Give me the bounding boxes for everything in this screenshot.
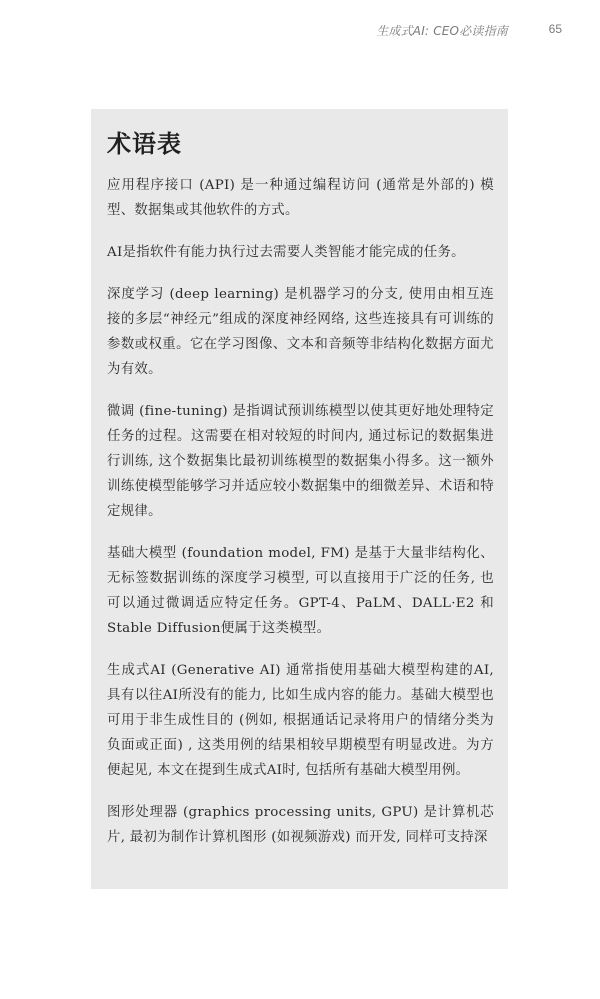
glossary-entry-deep-learning: 深度学习 (deep learning) 是机器学习的分支, 使用由相互连接的多层“神经元”组成的深度神经网络, 这些连接具有可训练的参数或权重。它在学习图像、文本和音频等非结构化数据方面尤为有效。: [107, 287, 494, 377]
glossary-panel: [91, 109, 508, 889]
glossary-entry-api: 应用程序接口 (API) 是一种通过编程访问 (通常是外部的) 模型、数据集或其他软件的方式。: [107, 178, 494, 218]
running-title: 生成式AI: CEO必读指南: [376, 24, 508, 38]
glossary-entry-foundation-model: 基础大模型 (foundation model, FM) 是基于大量非结构化、无标签数据训练的深度学习模型, 可以直接用于广泛的任务, 也可以通过微调适应特定任务。GPT-4、PaLM、DALL·E2 和 Stable Diffusion便属于这类模型。: [107, 546, 494, 636]
glossary-entry-fine-tuning: 微调 (fine-tuning) 是指调试预训练模型以使其更好地处理特定任务的过程。这需要在相对较短的时间内, 通过标记的数据集进行训练, 这个数据集比最初训练模型的数据集小得多。这一额外训练使模型能够学习并适应较小数据集中的细微差异、术语和特定规律。: [107, 404, 494, 519]
running-header: [0, 22, 600, 42]
glossary-entry-ai: AI是指软件有能力执行过去需要人类智能才能完成的任务。: [107, 245, 465, 260]
glossary-entry-gpu: 图形处理器 (graphics processing units, GPU) 是计算机芯片, 最初为制作计算机图形 (如视频游戏) 而开发, 同样可支持深: [107, 805, 494, 845]
glossary-heading: 术语表: [107, 129, 182, 158]
glossary-entry-generative-ai: 生成式AI (Generative AI) 通常指使用基础大模型构建的AI, 具有以往AI所没有的能力, 比如生成内容的能力。基础大模型也可用于非生成性目的 (例如, 根据通话记录将用户的情绪分类为负面或正面) , 这类用例的结果相较早期模型有明显改进。为方便起见, 本文在提到生成式AI时, 包括所有基础大模型用例。: [107, 663, 494, 778]
page-number: 65: [548, 22, 562, 36]
